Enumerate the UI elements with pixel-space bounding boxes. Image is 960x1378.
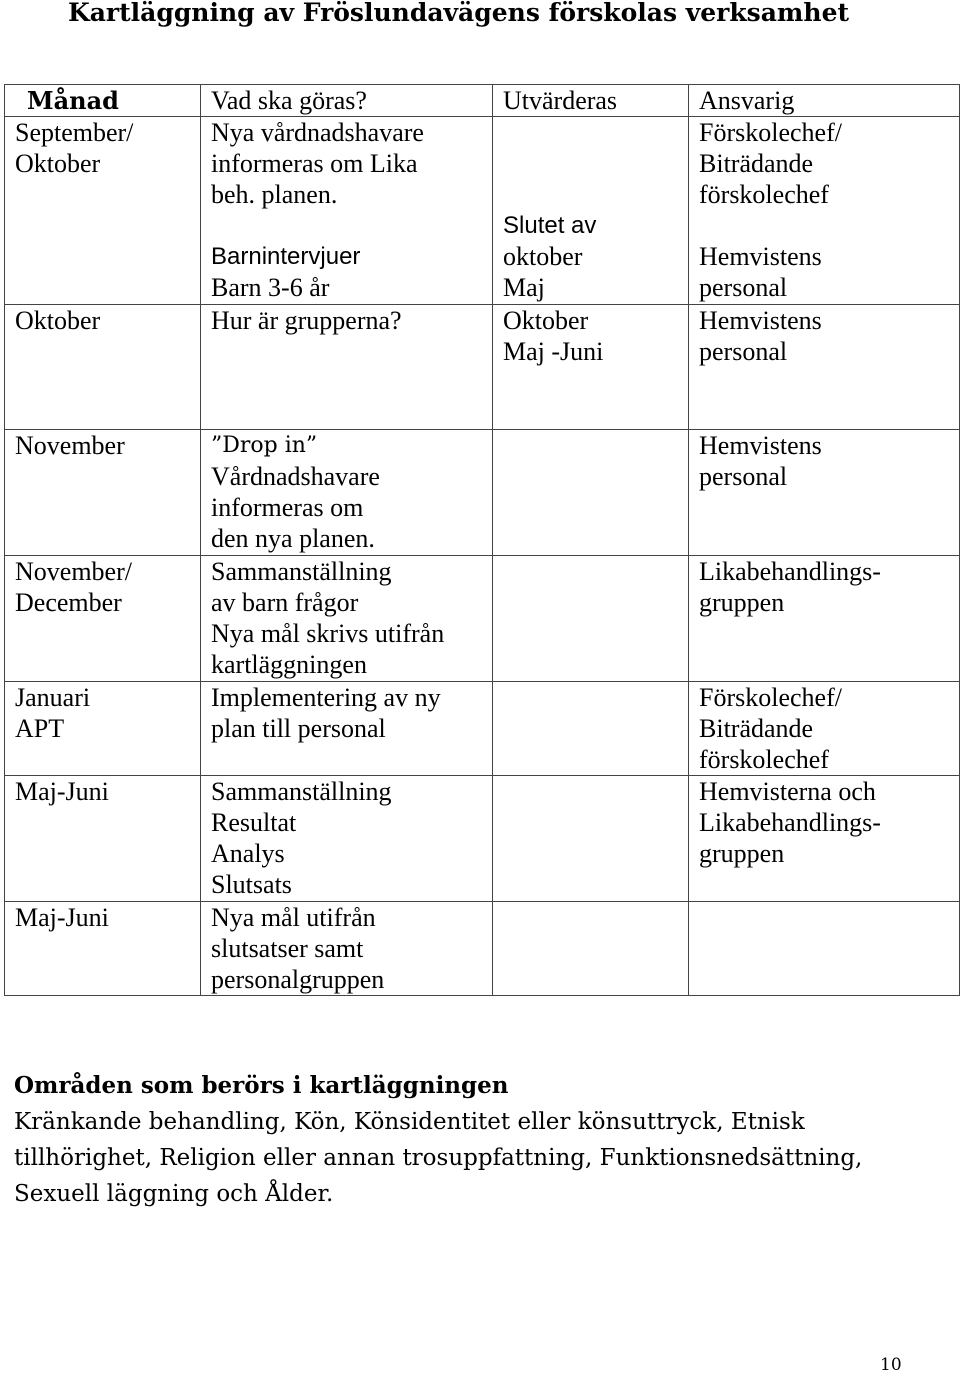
header-what: Vad ska göras? (201, 85, 493, 117)
cell-responsible: Förskolechef/ Biträdande förskolechef (689, 682, 960, 776)
cell-what: Sammanställning Resultat Analys Slutsats (201, 776, 493, 902)
cell-evaluate (493, 776, 689, 902)
header-month: Månad (5, 85, 201, 117)
table-row (5, 430, 960, 556)
cell-month: November (5, 430, 201, 556)
page-number: 10 (880, 1355, 902, 1375)
table-row (5, 117, 960, 305)
areas-heading: Områden som berörs i kartläggningen (14, 1072, 509, 1099)
cell-what: Implementering av ny plan till personal (201, 682, 493, 776)
cell-responsible: Förskolechef/ Biträdande förskolechef Hemvistens personal (689, 117, 960, 305)
cell-month: Oktober (5, 305, 201, 430)
cell-evaluate (493, 902, 689, 996)
table-row (5, 305, 960, 430)
cell-what: Nya mål utifrån slutsatser samt personalgruppen (201, 902, 493, 996)
cell-responsible (689, 902, 960, 996)
cell-what: ”Drop in” Vårdnadshavare informeras om den nya planen. (201, 430, 493, 556)
cell-evaluate: Oktober Maj -Juni (493, 305, 689, 430)
header-evaluate: Utvärderas (493, 85, 689, 117)
cell-month: Maj-Juni (5, 902, 201, 996)
cell-evaluate (493, 682, 689, 776)
table-row (5, 902, 960, 996)
cell-responsible: Hemvisterna och Likabehandlings- gruppen (689, 776, 960, 902)
cell-what: Sammanställning av barn frågor Nya mål skrivs utifrån kartläggningen (201, 556, 493, 682)
areas-text: Kränkande behandling, Kön, Könsidentitet eller könsuttryck, Etnisk tillhörighet, Religion eller annan trosuppfattning, Funktionsnedsättning, Sexuell läggning och Ålder. (14, 1109, 863, 1207)
cell-responsible: Likabehandlings- gruppen (689, 556, 960, 682)
table-row (5, 776, 960, 902)
table-header-row (5, 85, 960, 117)
cell-responsible: Hemvistens personal (689, 305, 960, 430)
cell-month: November/ December (5, 556, 201, 682)
document-title: Kartläggning av Fröslundavägens förskolas verksamhet (68, 0, 850, 27)
cell-evaluate (493, 556, 689, 682)
affected-areas-section (14, 1068, 944, 1212)
header-responsible: Ansvarig (689, 85, 960, 117)
cell-month: Januari APT (5, 682, 201, 776)
cell-month: September/ Oktober (5, 117, 201, 305)
table-row (5, 556, 960, 682)
cell-evaluate: Slutet av oktober Maj (493, 117, 689, 305)
cell-month: Maj-Juni (5, 776, 201, 902)
activity-plan-table (4, 84, 960, 996)
cell-what: Nya vårdnadshavare informeras om Lika beh. planen. Barnintervjuer Barn 3-6 år (201, 117, 493, 305)
cell-what: Hur är grupperna? (201, 305, 493, 430)
table-row (5, 682, 960, 776)
cell-responsible: Hemvistens personal (689, 430, 960, 556)
cell-evaluate (493, 430, 689, 556)
